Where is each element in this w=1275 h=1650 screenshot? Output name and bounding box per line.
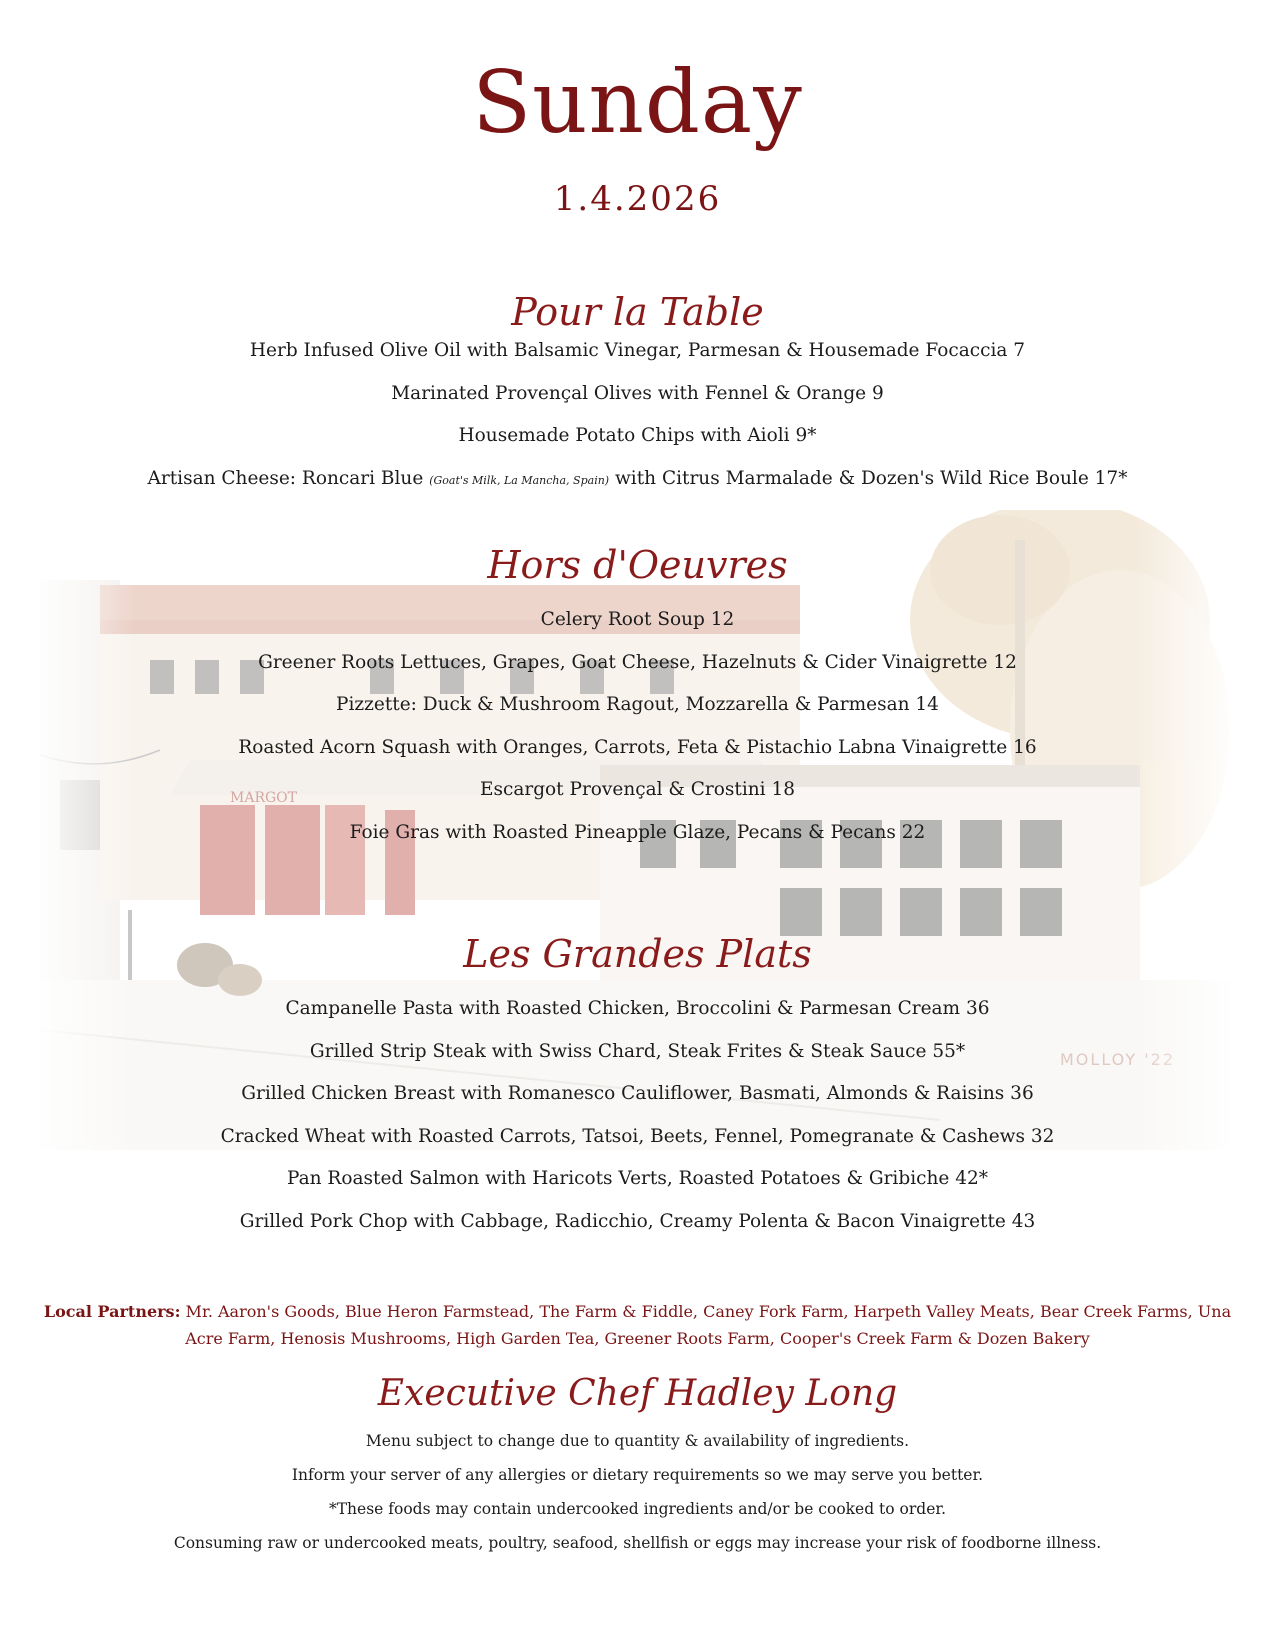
section-heading-pour-la-table: Pour la Table	[511, 290, 764, 334]
menu-date: 1.4.2026	[553, 179, 722, 219]
executive-chef: Executive Chef Hadley Long	[377, 1373, 898, 1414]
disclaimer-text: Menu subject to change due to quantity & availability of ingredients.	[365, 1432, 910, 1450]
disclaimer-text: Consuming raw or undercooked meats, poultry, seafood, shellfish or eggs may increase your risk of foodborne illness.	[173, 1534, 1102, 1552]
disclaimer-text: Inform your server of any allergies or dietary requirements so we may serve you better.	[291, 1466, 984, 1484]
list-item: Pizzette: Duck & Mushroom Ragout, Mozzarella & Parmesan 14	[336, 694, 939, 715]
section-heading-les-grandes-plats: Les Grandes Plats	[463, 932, 812, 976]
section-heading-hors-doeuvres: Hors d'Oeuvres	[487, 543, 788, 587]
hors-doeuvres-list	[0, 607, 1275, 862]
cheese-origin-note: (Goat's Milk, La Mancha, Spain)	[429, 473, 610, 487]
list-item: Grilled Strip Steak with Swiss Chard, Steak Frites & Steak Sauce 55*	[309, 1040, 966, 1062]
les-grandes-plats-list	[0, 996, 1275, 1251]
local-partners-list: Mr. Aaron's Goods, Blue Heron Farmstead, The Farm & Fiddle, Caney Fork Farm, Harpeth Valley Meats, Bear Creek Farms, Una Acre Farm, Henosis Mushrooms, High Garden Tea, Greener Roots Farm, Cooper's Creek Farm & Dozen Bakery	[180, 1302, 1232, 1348]
list-item: Campanelle Pasta with Roasted Chicken, Broccolini & Parmesan Cream 36	[285, 998, 990, 1019]
disclaimers	[0, 1430, 1275, 1566]
list-item: Herb Infused Olive Oil with Balsamic Vinegar, Parmesan & Housemade Focaccia 7	[249, 340, 1026, 361]
list-item: Cracked Wheat with Roasted Carrots, Tatsoi, Beets, Fennel, Pomegranate & Cashews 32	[220, 1125, 1055, 1147]
list-item: Escargot Provençal & Crostini 18	[479, 779, 796, 800]
page-title: Sunday	[472, 53, 803, 153]
list-item: Grilled Chicken Breast with Romanesco Cauliflower, Basmati, Almonds & Raisins 36	[241, 1083, 1034, 1104]
list-item: Celery Root Soup 12	[540, 609, 735, 630]
list-item: Greener Roots Lettuces, Grapes, Goat Cheese, Hazelnuts & Cider Vinaigrette 12	[258, 651, 1017, 673]
list-item: Pan Roasted Salmon with Haricots Verts, Roasted Potatoes & Gribiche 42*	[286, 1168, 989, 1189]
disclaimer-text: *These foods may contain undercooked ingredients and/or be cooked to order.	[328, 1500, 947, 1518]
cheese-prefix: Artisan Cheese: Roncari Blue	[147, 467, 430, 489]
local-partners-label: Local Partners:	[43, 1302, 181, 1321]
list-item: Grilled Pork Chop with Cabbage, Radicchio, Creamy Polenta & Bacon Vinaigrette 43	[239, 1210, 1036, 1232]
list-item: Marinated Provençal Olives with Fennel & Orange 9	[391, 382, 884, 404]
list-item: Housemade Potato Chips with Aioli 9*	[458, 425, 817, 446]
local-partners	[35, 1298, 1240, 1352]
list-item: Foie Gras with Roasted Pineapple Glaze, Pecans & Pecans 22	[349, 821, 926, 843]
cheese-suffix: with Citrus Marmalade & Dozen's Wild Rice Boule 17*	[609, 467, 1128, 489]
pour-la-table-list	[0, 338, 1275, 508]
list-item: Roasted Acorn Squash with Oranges, Carrots, Feta & Pistachio Labna Vinaigrette 16	[238, 736, 1037, 758]
cheese-item	[0, 466, 1275, 509]
